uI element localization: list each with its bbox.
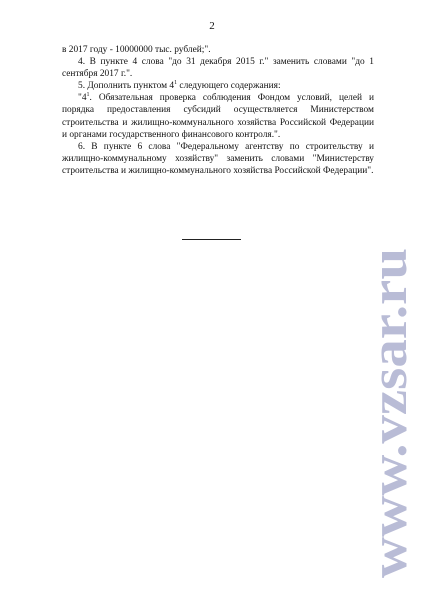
watermark xyxy=(340,242,424,582)
paragraph-2: 4. В пункте 4 слова "до 31 декабря 2015 г." заменить словами "до 1 сентября 2017 г.". xyxy=(62,57,374,80)
paragraph-4-superscript: 1 xyxy=(86,92,90,99)
watermark-text: www.vzsar.ru xyxy=(361,276,418,578)
paragraph-1: в 2017 году - 10000000 тыс. рублей;". xyxy=(62,45,211,55)
paragraph-3-text-end: следующего содержания: xyxy=(177,81,281,92)
closing-divider xyxy=(182,239,241,240)
paragraph-3 xyxy=(62,80,374,92)
paragraph-4 xyxy=(62,92,374,140)
paragraph-3-text-start: 5. Дополнить пунктом 4 xyxy=(78,81,175,92)
paragraph-4-text-end: . Обязательная проверка соблюдения Фондом условий, целей и порядка предоставления субсидий осуществляется Министерством строительства и жилищно-коммунального хозяйства Российской Федерации и органами государственного финансового контроля.". xyxy=(62,93,374,140)
page-number: 2 xyxy=(209,20,215,32)
paragraph-3-superscript: 1 xyxy=(174,80,178,87)
paragraph-5: 6. В пункте 6 слова "Федеральному агентству по строительству и жилищно-коммунальному хозяйству" заменить словами "Министерству строительства и жилищно-коммунального хозяйства Российской Федерации". xyxy=(62,141,374,176)
document-body xyxy=(62,44,374,177)
paragraph-4-text-start: "4 xyxy=(78,93,87,104)
watermark-svg xyxy=(340,242,424,582)
